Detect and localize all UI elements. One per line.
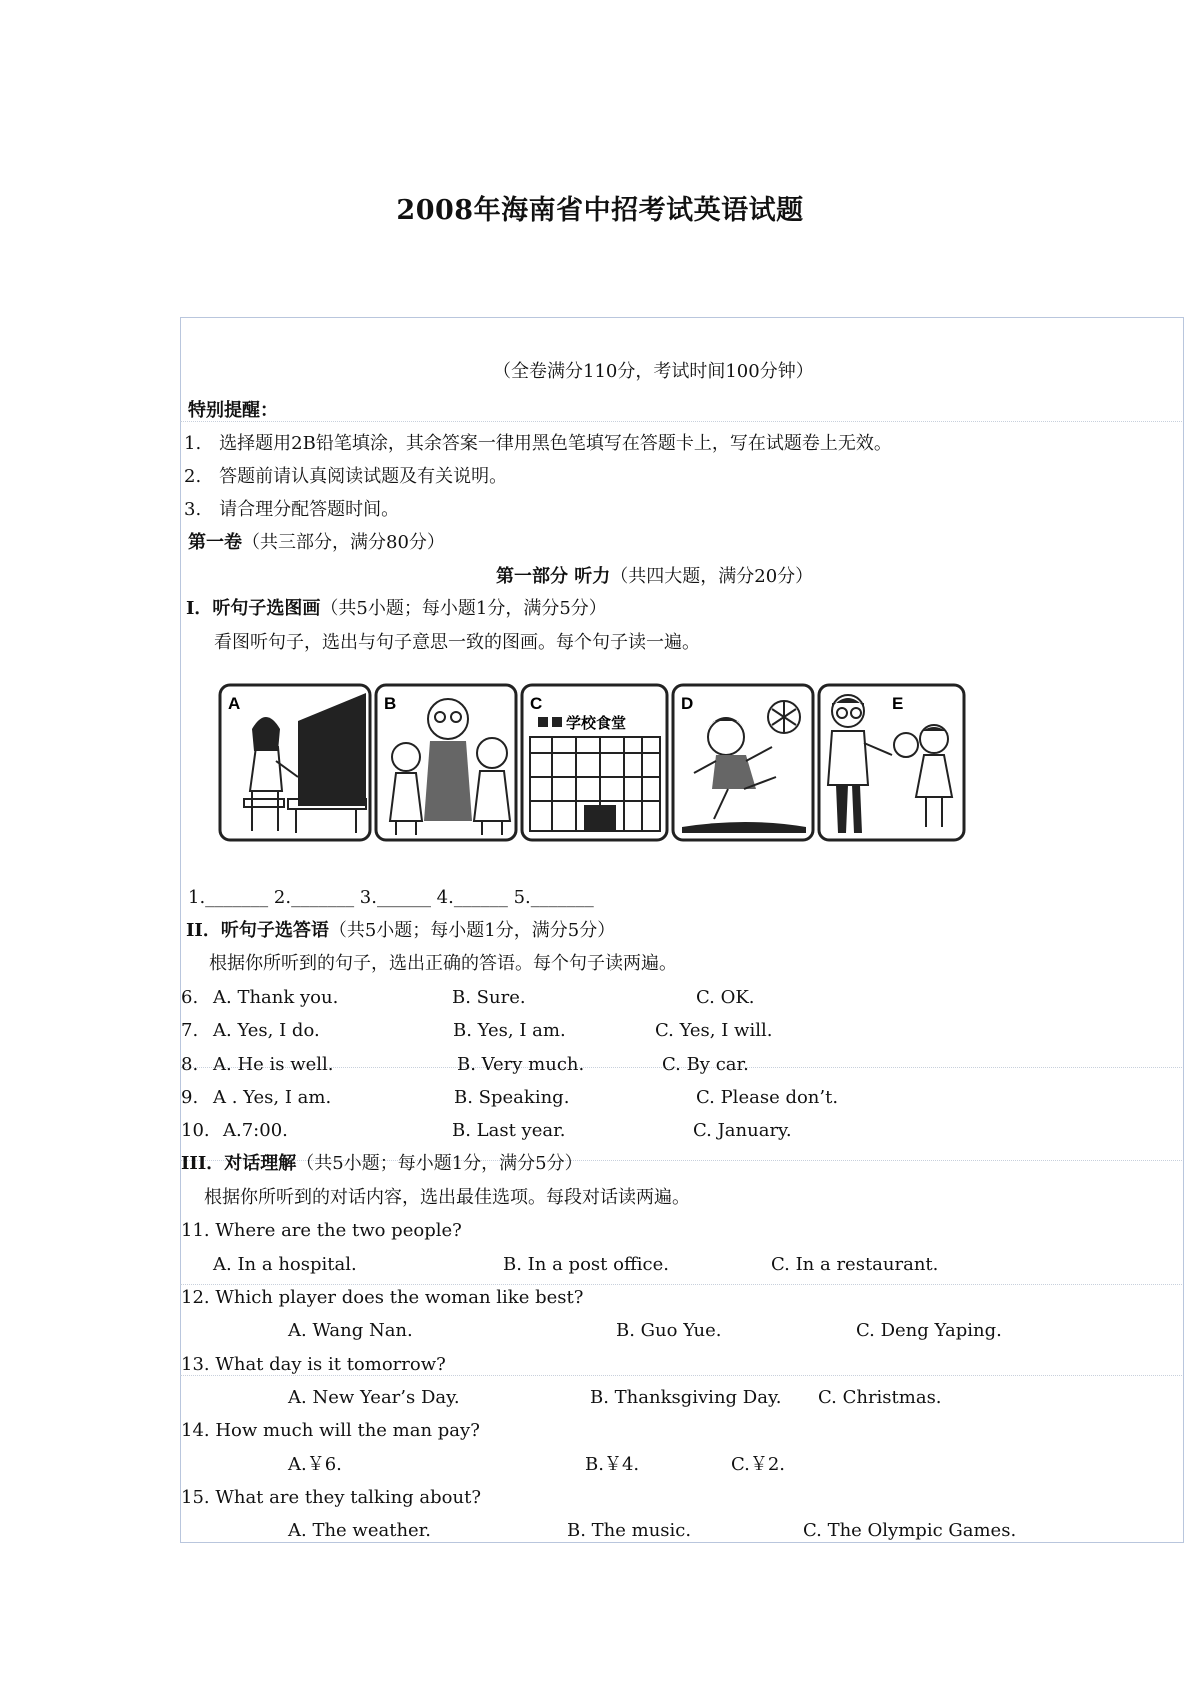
section1-instruction: 看图听句子，选出与句子意思一致的图画。每个句子读一遍。 bbox=[214, 632, 700, 653]
canteen-sign: 学校食堂 bbox=[566, 714, 627, 732]
picture-e bbox=[819, 685, 964, 840]
section1-answer-blanks: 1._______ 2._______ 3.______ 4.______ 5._______ bbox=[188, 887, 594, 908]
section3-label: III．对话理解 bbox=[181, 1153, 297, 1174]
notice-item: 2. 答题前请认真阅读试题及有关说明。 bbox=[184, 466, 508, 487]
question-number: 8. bbox=[181, 1054, 199, 1075]
option-a: A. He is well. bbox=[213, 1054, 334, 1075]
option-b: B. Speaking. bbox=[454, 1087, 570, 1108]
section1-heading bbox=[186, 598, 607, 620]
option-c: C. Yes, I will. bbox=[655, 1020, 773, 1041]
question-text: 12. Which player does the woman like best? bbox=[181, 1287, 584, 1308]
option-b: B. Guo Yue. bbox=[616, 1320, 722, 1341]
option-b: B. Yes, I am. bbox=[453, 1020, 566, 1041]
section3-desc: （共5小题；每小题1分，满分5分） bbox=[296, 1153, 583, 1174]
part-desc: （共四大题，满分20分） bbox=[610, 566, 814, 587]
picture-letter: E bbox=[892, 694, 904, 713]
notice-heading: 特别提醒： bbox=[188, 400, 278, 421]
option-b: B. Last year. bbox=[452, 1120, 566, 1141]
option-c: C.￥2. bbox=[731, 1454, 786, 1475]
picture-c bbox=[522, 685, 667, 840]
picture-strip bbox=[216, 681, 1016, 849]
section2-heading bbox=[186, 920, 615, 942]
volume-label: 第一卷 bbox=[188, 532, 242, 553]
option-b: B. Sure. bbox=[452, 987, 526, 1008]
question-number: 9. bbox=[181, 1087, 199, 1108]
option-c: C. Christmas. bbox=[818, 1387, 942, 1408]
option-c: C. The Olympic Games. bbox=[803, 1520, 1017, 1541]
option-c: C. By car. bbox=[662, 1054, 749, 1075]
question-text: 15. What are they talking about? bbox=[181, 1487, 481, 1508]
option-a: A. Wang Nan. bbox=[288, 1320, 413, 1341]
part-label: 第一部分 听力 bbox=[496, 566, 611, 587]
option-a: A . Yes, I am. bbox=[213, 1087, 332, 1108]
option-b: B.￥4. bbox=[585, 1454, 640, 1475]
option-a: A.7:00. bbox=[223, 1120, 288, 1141]
option-b: B. Thanksgiving Day. bbox=[590, 1387, 782, 1408]
notice-item: 1. 选择题用2B铅笔填涂，其余答案一律用黑色笔填写在答题卡上，写在试题卷上无效。 bbox=[184, 433, 892, 454]
part-heading bbox=[496, 566, 813, 588]
question-number: 10. bbox=[181, 1120, 210, 1141]
option-a: A. In a hospital. bbox=[213, 1254, 357, 1275]
question-number: 7. bbox=[181, 1020, 199, 1041]
volume-heading bbox=[188, 532, 445, 554]
option-b: B. The music. bbox=[567, 1520, 692, 1541]
option-a: A. The weather. bbox=[288, 1520, 432, 1541]
option-a: A. Thank you. bbox=[213, 987, 339, 1008]
section1-desc: （共5小题；每小题1分，满分5分） bbox=[320, 598, 607, 619]
section2-instruction: 根据你所听到的句子，选出正确的答语。每个句子读两遍。 bbox=[209, 953, 677, 974]
section3-instruction: 根据你所听到的对话内容，选出最佳选项。每段对话读两遍。 bbox=[204, 1187, 690, 1208]
option-c: C. January. bbox=[693, 1120, 792, 1141]
option-c: C. In a restaurant. bbox=[771, 1254, 939, 1275]
notice-item: 3. 请合理分配答题时间。 bbox=[184, 499, 400, 520]
picture-b bbox=[376, 685, 516, 840]
section3-heading bbox=[181, 1153, 583, 1175]
option-c: C. Deng Yaping. bbox=[856, 1320, 1002, 1341]
option-c: C. OK. bbox=[696, 987, 755, 1008]
picture-d bbox=[673, 685, 813, 840]
picture-letter: A bbox=[228, 694, 241, 713]
picture-strip-svg bbox=[216, 681, 1016, 849]
option-a: A. New Year’s Day. bbox=[288, 1387, 460, 1408]
section1-label: I．听句子选图画 bbox=[186, 598, 321, 619]
picture-a bbox=[220, 685, 370, 840]
option-a: A. Yes, I do. bbox=[213, 1020, 320, 1041]
option-a: A.￥6. bbox=[288, 1454, 342, 1475]
picture-letter: D bbox=[681, 694, 694, 713]
exam-subtitle: （全卷满分110分，考试时间100分钟） bbox=[493, 361, 814, 382]
option-b: B. Very much. bbox=[457, 1054, 585, 1075]
section2-label: II．听句子选答语 bbox=[186, 920, 329, 941]
question-text: 13. What day is it tomorrow? bbox=[181, 1354, 446, 1375]
picture-letter: C bbox=[530, 694, 543, 713]
option-b: B. In a post office. bbox=[503, 1254, 669, 1275]
row-divider bbox=[180, 1284, 1182, 1285]
page-title: 2008年海南省中招考试英语试题 bbox=[396, 195, 804, 226]
picture-letter: B bbox=[384, 694, 397, 713]
section2-desc: （共5小题；每小题1分，满分5分） bbox=[328, 920, 616, 941]
row-divider bbox=[180, 421, 1182, 422]
question-text: 14. How much will the man pay? bbox=[181, 1420, 480, 1441]
question-text: 11. Where are the two people? bbox=[181, 1220, 462, 1241]
question-number: 6. bbox=[181, 987, 199, 1008]
option-c: C. Please don’t. bbox=[696, 1087, 839, 1108]
volume-desc: （共三部分，满分80分） bbox=[242, 532, 445, 553]
